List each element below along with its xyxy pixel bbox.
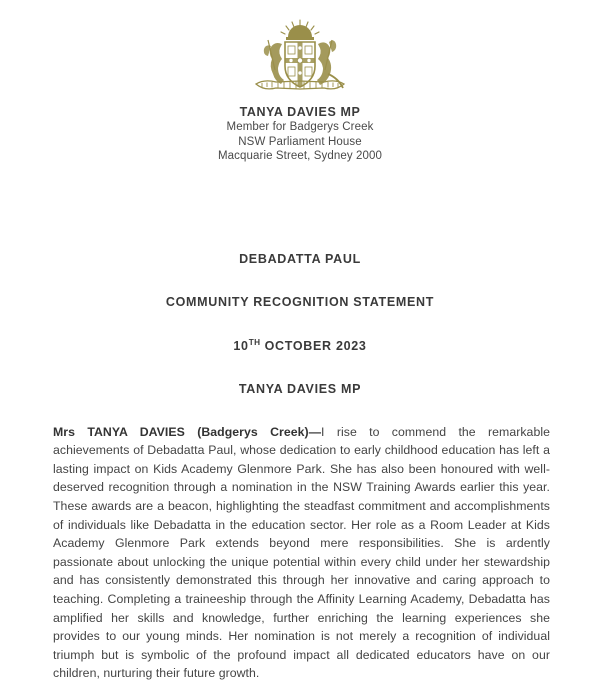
honouree-name: DEBADATTA PAUL: [239, 251, 361, 266]
statement-text: I rise to commend the remarkable achievements of Debadatta Paul, whose dedication to early childhood education has left a lasting impact on Kids Academy Glenmore Park. She has also been honoured with well-deserved recognition through a nomination in the NSW Training Awards earlier this year. These awards are a beacon, highlighting the steadfast commitment and accomplishments of individuals like Debadatta in the education sector. Her role as a Room Leader at Kids Academy Glenmore Park extends beyond mere responsibilities. She is ardently passionate about unlocking the unique potential within every child under her stewardship and has consistently demonstrated this through her innovative and caring approach to teaching. Completing a traineeship through the Affinity Learning Academy, Debadatta has amplified her skills and knowledge, further enriching the learning experiences she provides to our young minds. Her nomination is not merely a recognition of individual triumph but is symbolic of the profound impact all dedicated educators have on our children, nurturing their future growth.: [53, 424, 551, 681]
letterhead: [0, 0, 600, 164]
statement-body: [53, 423, 550, 683]
statement-type: COMMUNITY RECOGNITION STATEMENT: [165, 294, 435, 309]
nsw-coat-of-arms-icon: [248, 18, 352, 96]
date-ordinal-suffix: TH: [248, 337, 261, 347]
letterhead-mp-name: TANYA DAVIES MP: [239, 105, 361, 119]
letterhead-address: Macquarie Street, Sydney 2000: [218, 150, 382, 162]
letterhead-electorate: Member for Badgerys Creek: [226, 121, 374, 133]
speaker-name: TANYA DAVIES MP: [238, 381, 362, 396]
title-block: [0, 252, 600, 396]
letterhead-building: NSW Parliament House: [238, 135, 362, 148]
date-day: 10: [233, 338, 249, 353]
statement-date: [0, 338, 600, 353]
em-dash: —: [308, 424, 322, 439]
speaker-lead-in: Mrs TANYA DAVIES (Badgerys Creek): [53, 424, 309, 439]
date-month-year: OCTOBER 2023: [260, 338, 367, 353]
